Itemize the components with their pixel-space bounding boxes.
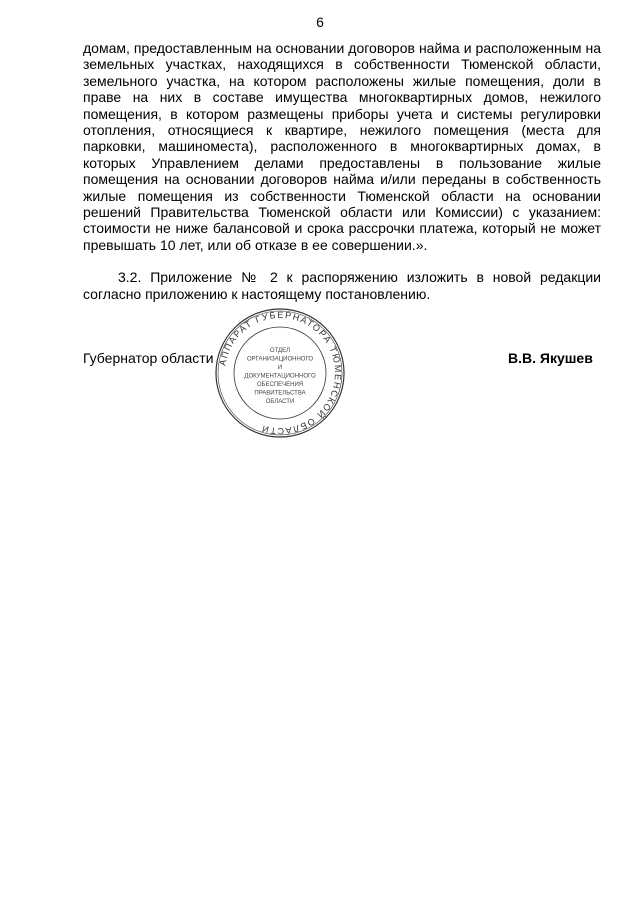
document-body [83, 40, 601, 302]
page-number: 6 [316, 14, 324, 30]
official-seal-stamp [214, 307, 346, 439]
paragraph-continuation: домам, предоставленным на основании договоров найма и расположенным на земельных участках, находящихся в собственности Тюменской области, земельного участка, на котором расположены жилые помещения, доли в праве на них в составе имущества многоквартирных домов, нежилого помещения, в котором размещены приборы учета и системы регулировки отопления, относящиеся к квартире, нежилого помещения (места для парковки, машиноместа), расположенного в многоквартирных домах, в которых Управлением делами предоставлены в пользование жилые помещения на основании договоров найма и/или переданы в собственность жилые помещения из собственности Тюменской области на основании решений Правительства Тюменской области или Комиссии) с указанием: стоимости не ниже балансовой и срока рассрочки платежа, который не может превышать 10 лет, или об отказе в ее совершении.». [83, 40, 601, 253]
signature-name: В.В. Якушев [508, 350, 593, 366]
stamp-inner-line: ДОКУМЕНТАЦИОННОГО [244, 373, 316, 380]
stamp-inner-line: ОРГАНИЗАЦИОННОГО [246, 356, 314, 363]
svg-text:АППАРАТ ГУБЕРНАТОРА ТЮМЕНСКОЙ: АППАРАТ ГУБЕРНАТОРА ТЮМЕНСКОЙ ОБЛАСТИ [217, 309, 344, 437]
stamp-inner-line: ПРАВИТЕЛЬСТВА [254, 390, 306, 397]
paragraph-3-2: 3.2. Приложение № 2 к распоряжению изложить в новой редакции согласно приложению к настоящему постановлению. [83, 269, 601, 302]
signature-position: Губернатор области [83, 350, 214, 366]
stamp-inner-line: ОТДЕЛ [269, 348, 291, 354]
stamp-inner-line: И [277, 365, 283, 371]
stamp-inner-line: ОБЕСПЕЧЕНИЯ [256, 382, 304, 388]
stamp-inner-line: ОБЛАСТИ [265, 399, 295, 405]
